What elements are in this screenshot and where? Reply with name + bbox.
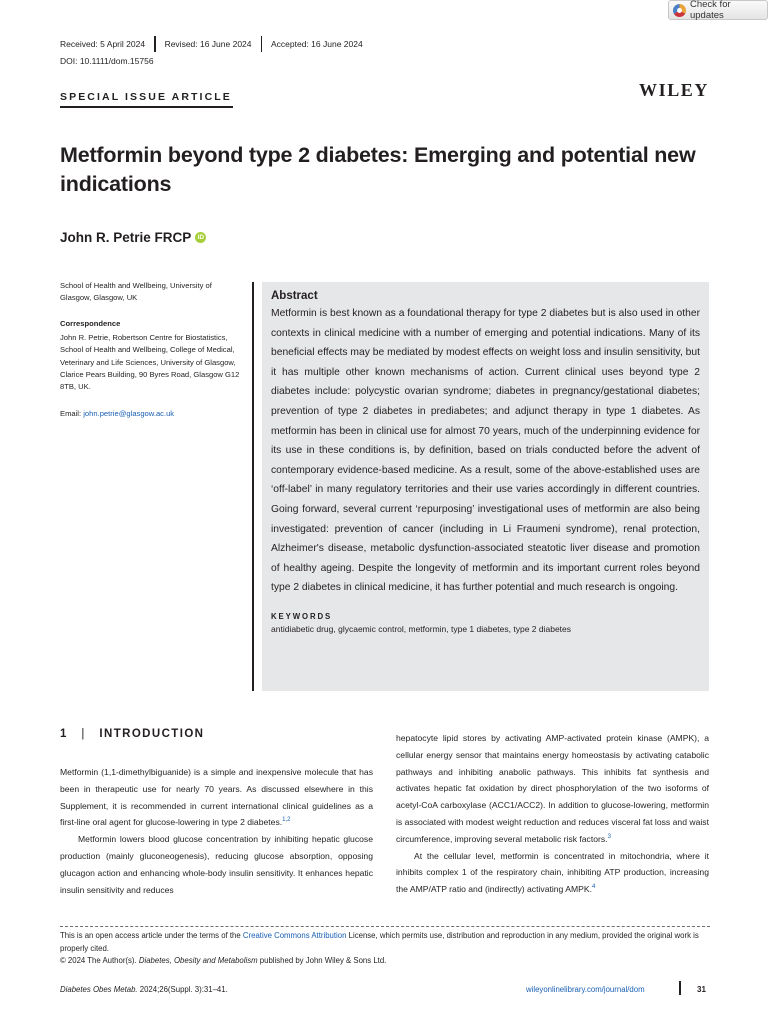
affiliation: School of Health and Wellbeing, University of Glasgow, Glasgow, UK	[60, 281, 212, 303]
author-name[interactable]: John R. Petrie FRCP	[60, 230, 192, 245]
right-column	[396, 730, 709, 898]
footer-divider	[679, 981, 681, 995]
article-dates	[60, 37, 372, 51]
email-label: Email:	[60, 409, 82, 418]
accepted-date: Accepted: 16 June 2024	[271, 39, 363, 49]
abstract-box	[262, 282, 709, 691]
email-link[interactable]: john.petrie@glasgow.ac.uk	[83, 409, 175, 418]
paragraph	[396, 848, 709, 898]
section-title: INTRODUCTION	[99, 728, 205, 740]
creative-commons-link[interactable]: Creative Commons Attribution	[242, 931, 347, 940]
citation-ref[interactable]: 4	[592, 884, 596, 891]
doi: DOI: 10.1111/dom.15756	[60, 56, 154, 66]
copyright-pre: © 2024 The Author(s).	[60, 956, 137, 966]
wiley-logo: WILEY	[639, 80, 710, 100]
citation-ref[interactable]: 1,2	[282, 817, 291, 824]
crossmark-icon	[673, 4, 686, 17]
author	[60, 230, 206, 245]
section-heading	[60, 728, 204, 740]
check-for-updates-button[interactable]	[668, 0, 768, 20]
orcid-icon[interactable]: iD	[195, 232, 206, 243]
license-footnote	[60, 930, 710, 968]
section-number: 1	[60, 728, 68, 740]
article-title: Metformin beyond type 2 diabetes: Emerging and potential new indications	[60, 143, 696, 196]
abstract-text: Metformin is best known as a foundational therapy for type 2 diabetes but is also used in other contexts in clinical medicine with a number of emerging and potential indications. Many of its beneficial effects may be mediated by modest effects on weight loss and insulin sensitivity, but it has multiple other known mechanisms of action. Current clinical uses beyond type 2 diabetes include: polycystic ovarian syndrome; diabetes in pregnancy/gestational diabetes; prevention of type 2 diabetes in prediabetes; and adjunct therapy in type 1 diabetes. As metformin has been in clinical use for almost 70 years, much of the underpinning evidence for its use in these conditions is, by definition, based on trials conducted before the advent of contemporary evidence-based medicine. As a result, some of the above-established uses are ‘off-label’ in many regulatory territories and their use varies accordingly in different countries. Going forward, several current ‘repurposing’ investigational uses of metformin are also being investigated: prevention of cancer (including in Li Fraumeni syndrome), renal protection, Alzheimer's disease, metabolic dysfunction-associated steatotic liver disease and promotion of healthy ageing. Despite the longevity of metformin and its important current roles beyond type 2 diabetes in clinical medicine, it has further potential and much research is ongoing.	[271, 308, 700, 594]
journal-name: Diabetes, Obesity and Metabolism	[138, 956, 258, 966]
abstract-rule	[252, 282, 254, 691]
abstract-heading: Abstract	[271, 290, 318, 302]
correspondence-email	[60, 409, 174, 418]
keywords-heading: KEYWORDS	[271, 611, 333, 621]
correspondence-address: John R. Petrie, Robertson Centre for Biostatistics, School of Health and Wellbeing, College of Medical, Veterinary and Life Sciences, University of Glasgow, Clarice Pears Building, 90 Byres Road, Glasgow G12 8TB, UK.	[60, 333, 240, 392]
received-date: Received: 5 April 2024	[60, 39, 146, 49]
citation-details: 2024;26(Suppl. 3):31–41.	[139, 985, 228, 994]
article-type-underline	[60, 106, 233, 108]
paragraph-text: Metformin (1,1-dimethylbiguanide) is a simple and inexpensive molecule that has been in therapeutic use for nearly 70 years. As discussed elsewhere in this Supplement, it is recommended in current international clinical guidelines as a first-line oral agent for glucose-lowering in type 2 diabetes.	[60, 767, 373, 828]
footnote-divider	[60, 926, 710, 927]
revised-date: Revised: 16 June 2024	[164, 39, 252, 49]
section-divider: |	[81, 728, 86, 740]
license-pre: This is an open access article under the terms of the	[60, 931, 241, 940]
left-column	[60, 764, 373, 898]
article-type: SPECIAL ISSUE ARTICLE	[60, 91, 232, 103]
page-number: 31	[697, 985, 706, 994]
check-for-updates-label: Check for updates	[689, 0, 731, 21]
paragraph-text: hepatocyte lipid stores by activating AMP-activated protein kinase (AMPK), a cellular energy sensor that maintains energy homeostasis by activating catabolic pathways and inhibiting anabolic pathways. This inhibits fat synthesis and activates hepatic fat oxidation by direct phosphorylation of the two isoforms of acetyl-CoA carboxylase (ACC1/ACC2). In addition to glucose-lowering, metformin is associated with modest weight reduction and reduces visceral fat loss and waist circumference, improving several metabolic risk factors.	[396, 733, 709, 844]
journal-abbrev: Diabetes Obes Metab.	[60, 985, 138, 994]
paragraph-text: At the cellular level, metformin is concentrated in mitochondria, where it inhibits complex 1 of the respiratory chain, inhibiting ATP production, increasing the AMP/ATP ratio and (indirectly) activating AMPK.	[396, 850, 709, 895]
license-text	[60, 930, 710, 955]
keywords: antidiabetic drug, glycaemic control, metformin, type 1 diabetes, type 2 diabetes	[271, 623, 572, 634]
citation-ref[interactable]: 3	[607, 833, 611, 840]
paragraph	[60, 764, 373, 831]
correspondence-heading: Correspondence	[60, 319, 121, 328]
copyright-text	[60, 955, 710, 968]
copyright-post: published by John Wiley & Sons Ltd.	[259, 956, 387, 966]
journal-citation	[60, 985, 228, 994]
journal-url-link[interactable]: wileyonlinelibrary.com/journal/dom	[526, 985, 645, 994]
paragraph: Metformin lowers blood glucose concentration by inhibiting hepatic glucose production (mainly gluconeogenesis), reducing glucose absorption, opposing glucagon action and enhancing whole-body insulin sensitivity. It enhances hepatic insulin sensitivity and reduces	[60, 834, 373, 895]
license-post: License, which permits use, distribution and reproduction in any medium, provided the original work is properly cited.	[60, 931, 699, 953]
paragraph	[396, 730, 709, 848]
